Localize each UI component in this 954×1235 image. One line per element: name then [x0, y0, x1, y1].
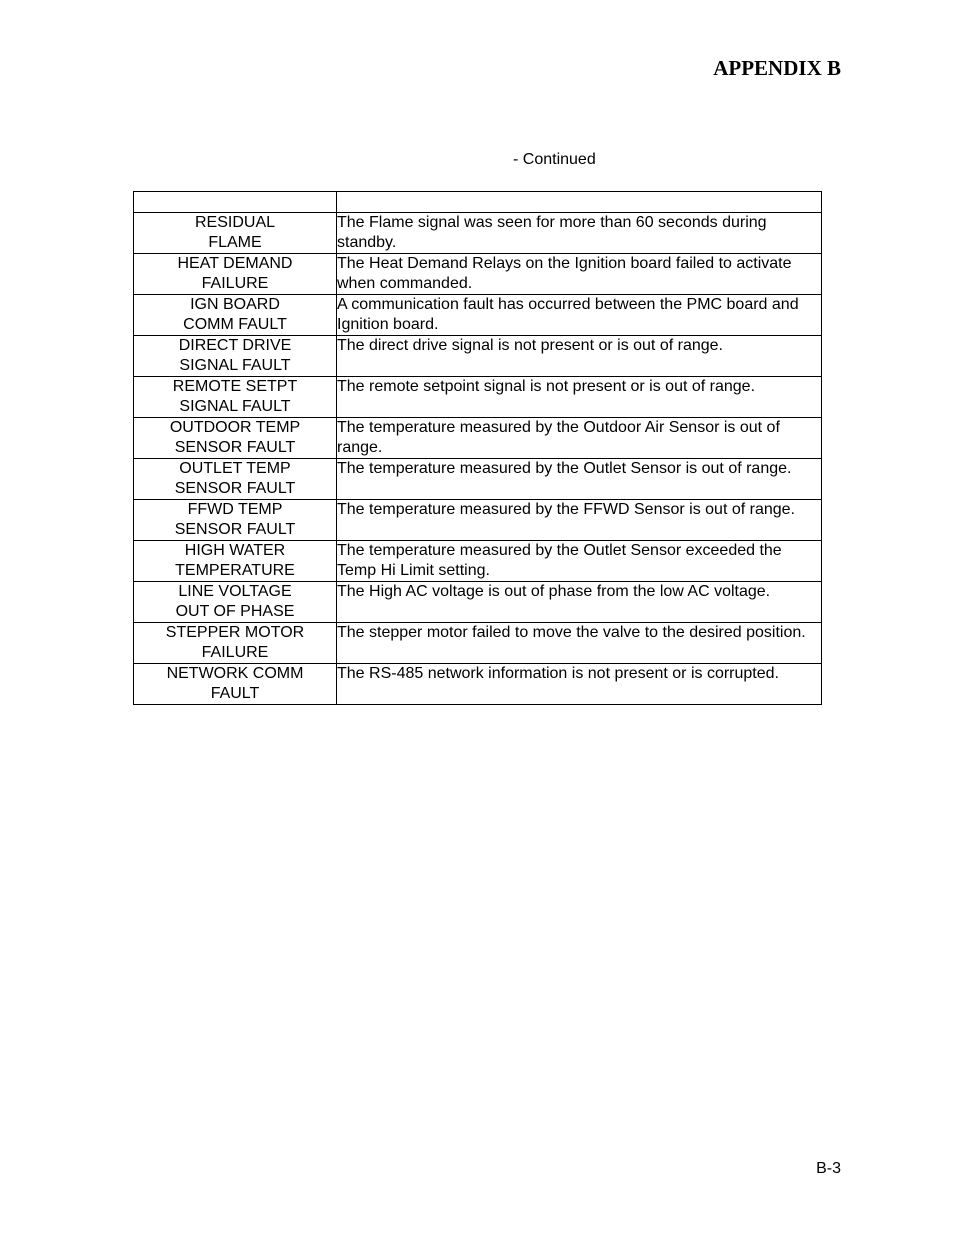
fault-description-cell: The stepper motor failed to move the valve to the desired position. [337, 623, 822, 664]
fault-table-body [134, 192, 822, 705]
fault-description-cell: The temperature measured by the Outdoor Air Sensor is out of range. [337, 418, 822, 459]
table-row [134, 459, 822, 500]
fault-name-cell: HEAT DEMAND FAILURE [134, 254, 337, 295]
table-row [134, 377, 822, 418]
header-cell-description [337, 192, 822, 213]
fault-name-cell: NETWORK COMM FAULT [134, 664, 337, 705]
fault-description-cell: The Flame signal was seen for more than 60 seconds during standby. [337, 213, 822, 254]
fault-name-cell: STEPPER MOTOR FAILURE [134, 623, 337, 664]
fault-description-cell: The remote setpoint signal is not present or is out of range. [337, 377, 822, 418]
fault-description-cell: The High AC voltage is out of phase from the low AC voltage. [337, 582, 822, 623]
fault-name-cell: HIGH WATER TEMPERATURE [134, 541, 337, 582]
page-header-title: APPENDIX B [713, 56, 841, 80]
table-row [134, 582, 822, 623]
fault-message-table [133, 191, 822, 705]
header-cell-fault [134, 192, 337, 213]
table-row [134, 336, 822, 377]
fault-name-cell: REMOTE SETPT SIGNAL FAULT [134, 377, 337, 418]
fault-name-cell: LINE VOLTAGE OUT OF PHASE [134, 582, 337, 623]
fault-name-cell: OUTLET TEMP SENSOR FAULT [134, 459, 337, 500]
fault-name-cell: OUTDOOR TEMP SENSOR FAULT [134, 418, 337, 459]
table-row [134, 418, 822, 459]
table-row [134, 500, 822, 541]
fault-name-cell: RESIDUAL FLAME [134, 213, 337, 254]
table-row [134, 623, 822, 664]
fault-description-cell: The temperature measured by the FFWD Sensor is out of range. [337, 500, 822, 541]
table-header-row [134, 192, 822, 213]
fault-description-cell: A communication fault has occurred between the PMC board and Ignition board. [337, 295, 822, 336]
table-row [134, 295, 822, 336]
fault-name-cell: DIRECT DRIVE SIGNAL FAULT [134, 336, 337, 377]
fault-description-cell: The direct drive signal is not present or is out of range. [337, 336, 822, 377]
fault-name-cell: IGN BOARD COMM FAULT [134, 295, 337, 336]
page-number: B-3 [816, 1160, 841, 1177]
fault-description-cell: The RS-485 network information is not present or is corrupted. [337, 664, 822, 705]
fault-description-cell: The temperature measured by the Outlet Sensor exceeded the Temp Hi Limit setting. [337, 541, 822, 582]
fault-name-cell: FFWD TEMP SENSOR FAULT [134, 500, 337, 541]
table-continued-caption: - Continued [513, 151, 596, 168]
table-row [134, 213, 822, 254]
table-row [134, 664, 822, 705]
fault-description-cell: The Heat Demand Relays on the Ignition board failed to activate when commanded. [337, 254, 822, 295]
fault-description-cell: The temperature measured by the Outlet Sensor is out of range. [337, 459, 822, 500]
table-row [134, 541, 822, 582]
table-row [134, 254, 822, 295]
